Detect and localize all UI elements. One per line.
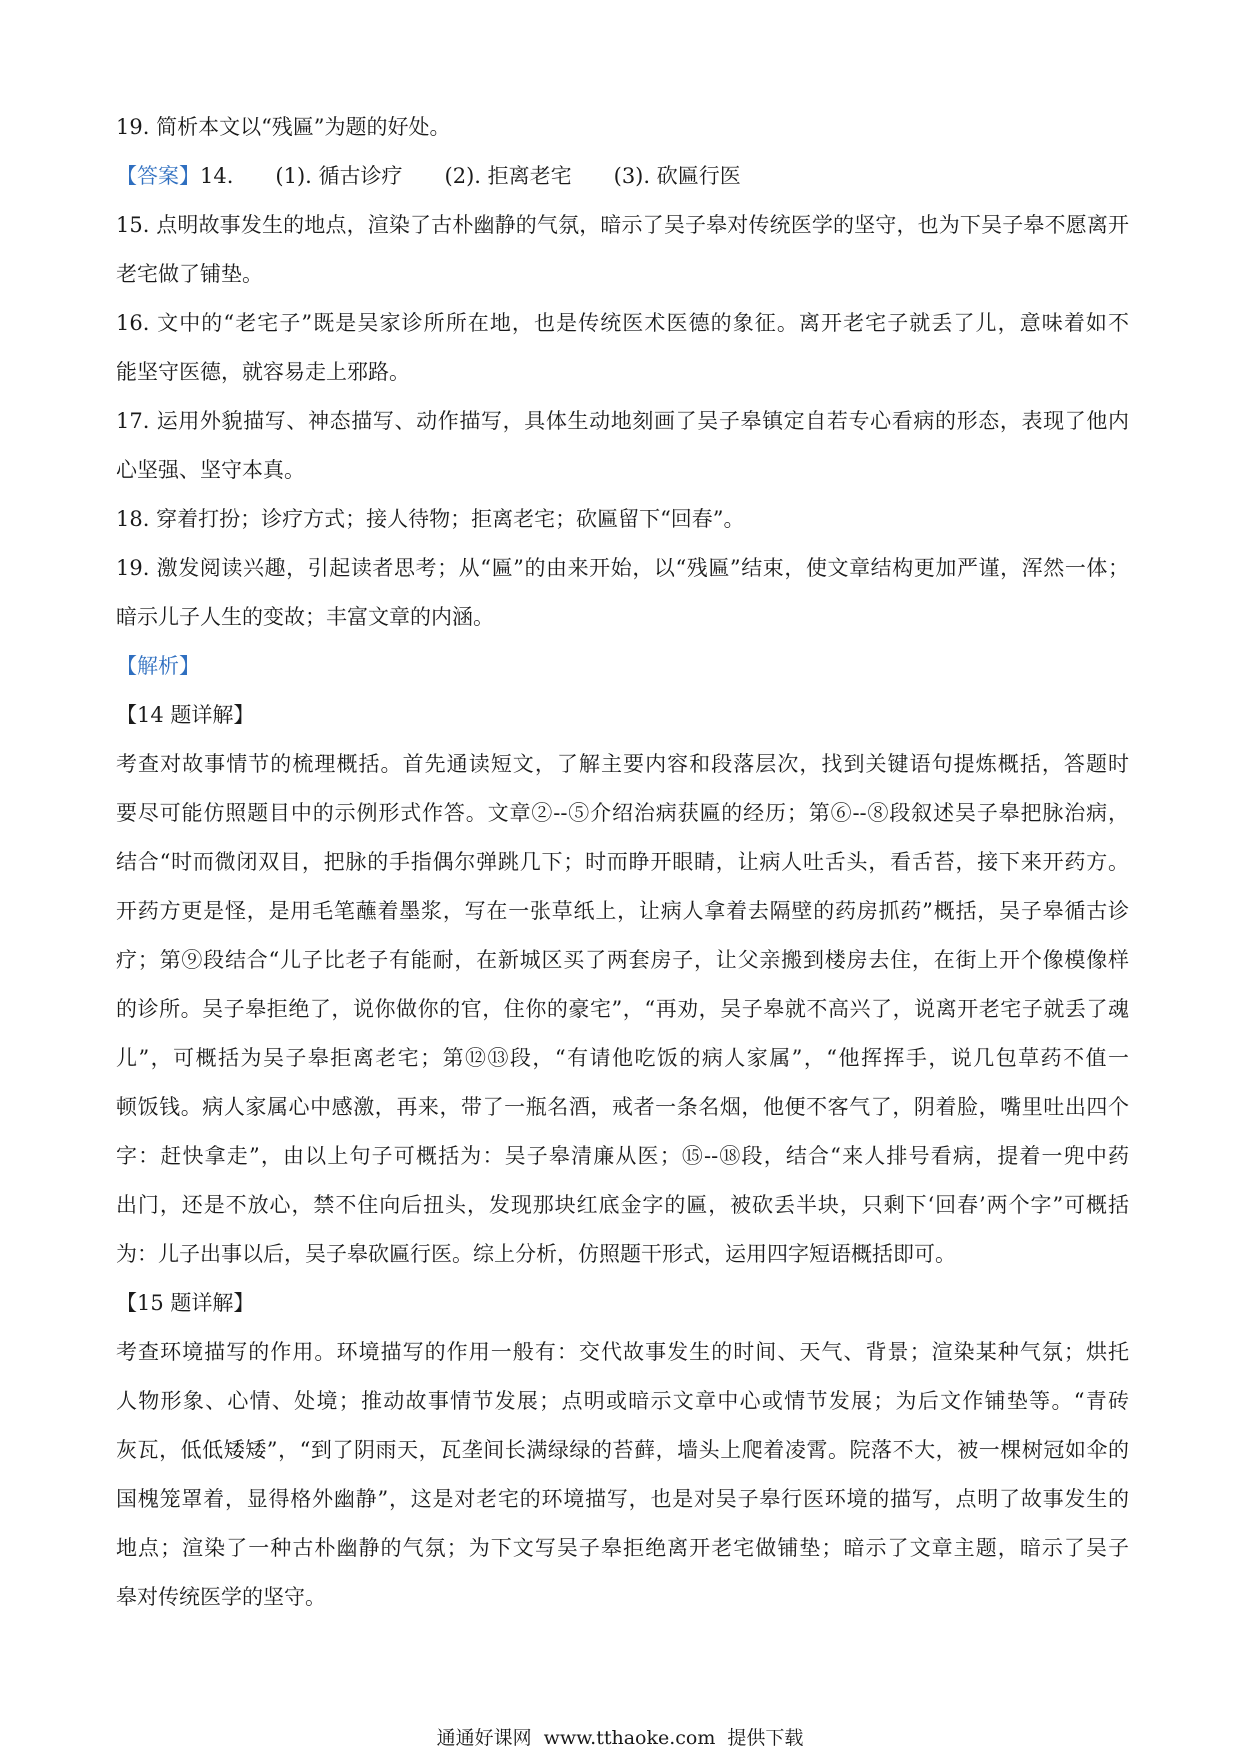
q14-line: 疗；第⑨段结合“儿子比老子有能耐，在新城区买了两套房子，让父亲搬到楼房去住，在街上开个像模像样 <box>116 948 1129 972</box>
answer-option-1: (1). 循古诊疗 <box>275 164 403 188</box>
answer-header <box>116 152 1129 201</box>
answer-line: 老宅做了铺垫。 <box>116 262 263 286</box>
footer-url[interactable]: www.tthaoke.com <box>543 1727 716 1749</box>
q15-line: 考查环境描写的作用。环境描写的作用一般有：交代故事发生的时间、天气、背景；渲染某种气氛；烘托 <box>116 1340 1129 1364</box>
analysis-tag: 【解析】 <box>116 654 200 678</box>
answer-tag: 【答案】 <box>116 164 200 188</box>
footer-site-name: 通通好课网 <box>436 1727 532 1749</box>
answer-option-2: (2). 拒离老宅 <box>444 164 572 188</box>
q14-line: 要尽可能仿照题目中的示例形式作答。文章②--⑤介绍治病获匾的经历；第⑥--⑧段叙述吴子皋把脉治病， <box>116 801 1129 825</box>
q14-line: 字：赶快拿走”，由以上句子可概括为：吴子皋清廉从医；⑮--⑱段，结合“来人排号看病，提着一兜中药 <box>116 1144 1129 1168</box>
answer-line: 15. 点明故事发生的地点，渲染了古朴幽静的气氛，暗示了吴子皋对传统医学的坚守，也为下吴子皋不愿离开 <box>116 213 1129 237</box>
q14-line: 考查对故事情节的梳理概括。首先通读短文，了解主要内容和段落层次，找到关键语句提炼概括，答题时 <box>116 752 1129 776</box>
answer-q14-number: 14. <box>200 164 234 188</box>
answer-line: 17. 运用外貌描写、神态描写、动作描写，具体生动地刻画了吴子皋镇定自若专心看病的形态，表现了他内 <box>116 409 1129 433</box>
q15-line: 地点；渲染了一种古朴幽静的气氛；为下文写吴子皋拒绝离开老宅做铺垫；暗示了文章主题，暗示了吴子 <box>116 1536 1129 1560</box>
answer-line: 19. 激发阅读兴趣，引起读者思考；从“匾”的由来开始，以“残匾”结束，使文章结构更加严谨，浑然一体； <box>116 556 1129 580</box>
page-content <box>116 103 1129 1622</box>
q14-line: 出门，还是不放心，禁不住向后扭头，发现那块红底金字的匾，被砍丢半块，只剩下‘回春’两个字”可概括 <box>116 1193 1129 1217</box>
answer-line: 18. 穿着打扮；诊疗方式；接人待物；拒离老宅；砍匾留下“回春”。 <box>116 507 745 531</box>
q14-line: 为：儿子出事以后，吴子皋砍匾行医。综上分析，仿照题干形式，运用四字短语概括即可。 <box>116 1242 956 1266</box>
answer-line: 16. 文中的“老宅子”既是吴家诊所所在地，也是传统医术医德的象征。离开老宅子就丢了儿，意味着如不 <box>116 311 1129 335</box>
page-footer <box>0 1726 1240 1750</box>
answer-line: 能坚守医德，就容易走上邪路。 <box>116 360 410 384</box>
q14-line: 开药方更是怪，是用毛笔蘸着墨浆，写在一张草纸上，让病人拿着去隔壁的药房抓药”概括，吴子皋循古诊 <box>116 899 1129 923</box>
q15-line: 灰瓦，低低矮矮”，“到了阴雨天，瓦垄间长满绿绿的苔藓，墙头上爬着凌霄。院落不大，被一棵树冠如伞的 <box>116 1438 1129 1462</box>
q14-line: 的诊所。吴子皋拒绝了，说你做你的官，住你的豪宅”，“再劝，吴子皋就不高兴了，说离开老宅子就丢了魂 <box>116 997 1129 1021</box>
q15-heading: 【15 题详解】 <box>116 1291 255 1315</box>
question-19: 19. 简析本文以“残匾”为题的好处。 <box>116 115 451 139</box>
q14-heading: 【14 题详解】 <box>116 703 255 727</box>
answer-line: 心坚强、坚守本真。 <box>116 458 305 482</box>
answer-line: 暗示儿子人生的变故；丰富文章的内涵。 <box>116 605 494 629</box>
q15-line: 国槐笼罩着，显得格外幽静”，这是对老宅的环境描写，也是对吴子皋行医环境的描写，点明了故事发生的 <box>116 1487 1129 1511</box>
q14-line: 儿”，可概括为吴子皋拒离老宅；第⑫⑬段，“有请他吃饭的病人家属”，“他挥挥手，说几包草药不值一 <box>116 1046 1129 1070</box>
q14-line: 结合“时而微闭双目，把脉的手指偶尔弹跳几下；时而睁开眼睛，让病人吐舌头，看舌苔，接下来开药方。 <box>116 850 1129 874</box>
answer-option-3: (3). 砍匾行医 <box>613 164 741 188</box>
q15-line: 皋对传统医学的坚守。 <box>116 1585 326 1609</box>
q14-line: 顿饭钱。病人家属心中感激，再来，带了一瓶名酒，戒者一条名烟，他便不客气了，阴着脸，嘴里吐出四个 <box>116 1095 1129 1119</box>
footer-suffix: 提供下载 <box>727 1727 804 1749</box>
q15-line: 人物形象、心情、处境；推动故事情节发展；点明或暗示文章中心或情节发展；为后文作铺垫等。“青砖 <box>116 1389 1129 1413</box>
